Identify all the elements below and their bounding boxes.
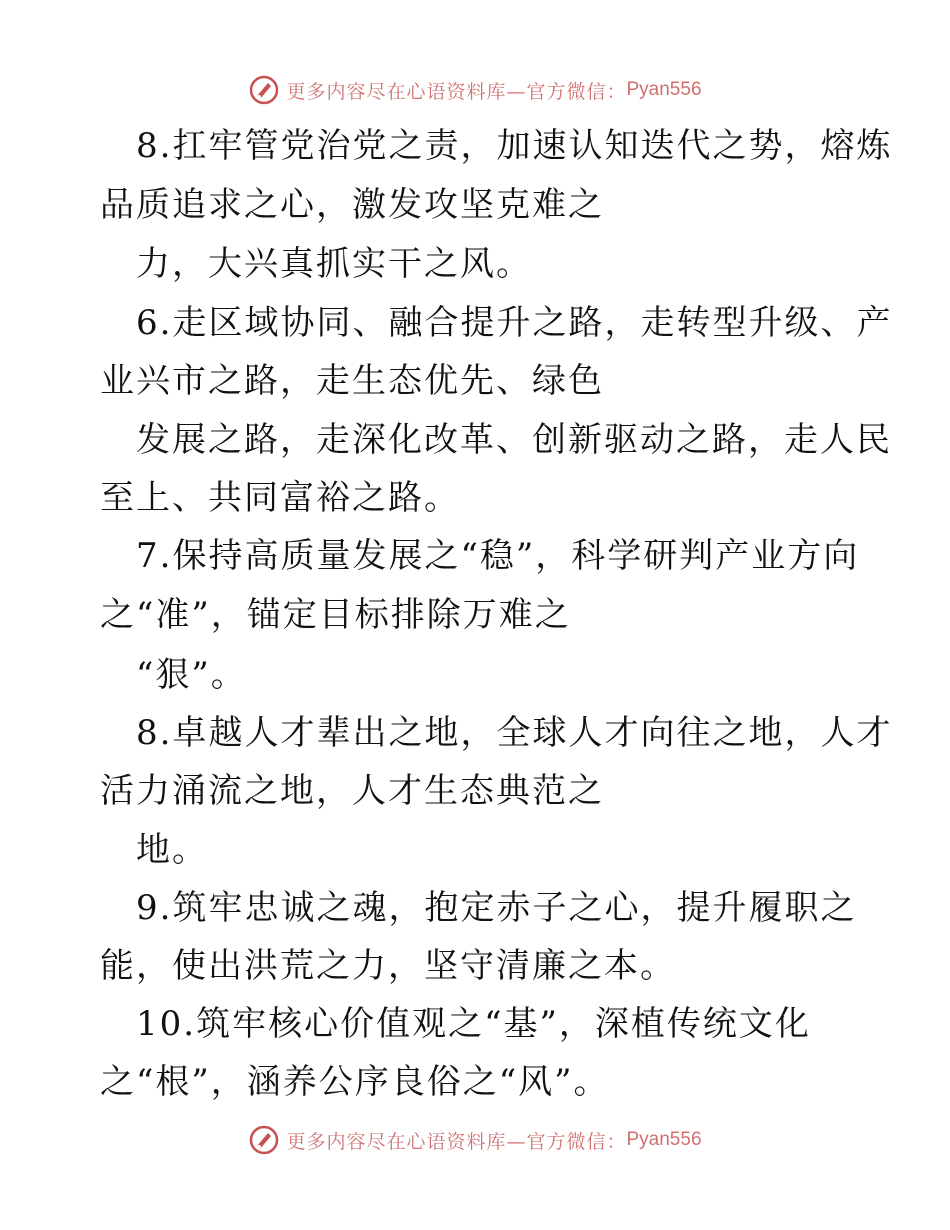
text-line: 10.筑牢核心价值观之“基”，深植传统文化 <box>136 1004 811 1044</box>
text-line: 能，使出洪荒之力，坚守清廉之本。 <box>100 946 676 986</box>
watermark-text: 更多内容尽在心语资料库—官方微信： <box>286 80 627 103</box>
text-line: 至上、共同富裕之路。 <box>100 478 460 518</box>
footer-watermark-banner <box>0 1120 950 1160</box>
text-line: “狠”。 <box>136 655 247 695</box>
text-line: 活力涌流之地，人才生态典范之 <box>100 771 604 811</box>
text-line: 力，大兴真抓实干之风。 <box>136 244 532 284</box>
watermark-text: 更多内容尽在心语资料库—官方微信： <box>286 1130 627 1153</box>
text-line: 之“准”，锚定目标排除万难之 <box>100 595 571 635</box>
text-line: 8.扛牢管党治党之责，加速认知迭代之势，熔炼 <box>136 126 893 166</box>
text-line: 8.卓越人才辈出之地，全球人才向往之地，人才 <box>136 713 893 753</box>
watermark-wechat-id: Pyan556 <box>626 1129 702 1150</box>
text-line: 之“根”，涵养公序良俗之“风”。 <box>100 1062 610 1102</box>
pen-nib-logo-icon <box>248 74 280 106</box>
text-line: 9.筑牢忠诚之魂，抱定赤子之心，提升履职之 <box>136 888 857 928</box>
text-line: 7.保持高质量发展之“稳”，科学研判产业方向 <box>136 536 860 576</box>
text-line: 发展之路，走深化改革、创新驱动之路，走人民 <box>136 420 892 460</box>
watermark-wechat-id: Pyan556 <box>626 79 702 100</box>
pen-nib-logo-icon <box>248 1124 280 1156</box>
header-watermark-banner <box>0 70 950 110</box>
text-line: 品质追求之心，激发攻坚克难之 <box>100 185 604 225</box>
text-line: 6.走区域协同、融合提升之路，走转型升级、产 <box>136 303 893 343</box>
text-line: 地。 <box>136 830 208 870</box>
text-line: 业兴市之路，走生态优先、绿色 <box>100 361 604 401</box>
